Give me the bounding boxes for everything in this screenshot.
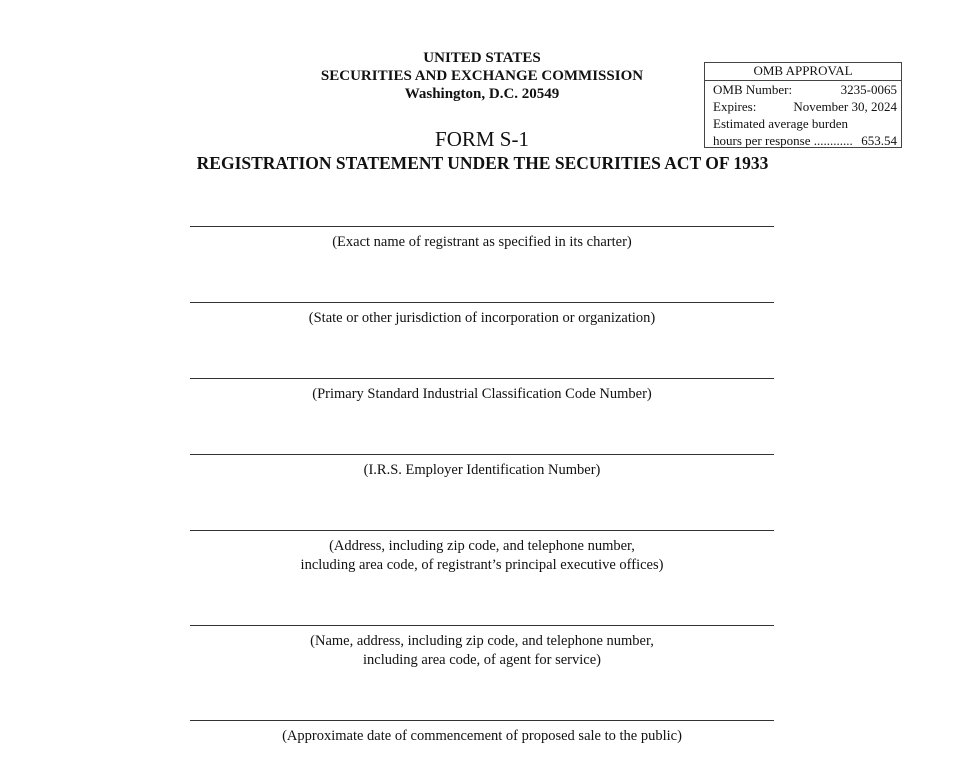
field-caption [190, 632, 774, 670]
omb-expires-value: November 30, 2024 [793, 99, 897, 114]
irs-ein-field[interactable] [190, 454, 774, 480]
caption-line: (Address, including zip code, and telephone number, [329, 538, 635, 554]
header-line-country: UNITED STATES [423, 50, 541, 66]
header-line-commission: SECURITIES AND EXCHANGE COMMISSION [320, 68, 644, 84]
agent-for-service-field[interactable] [190, 625, 774, 670]
signature-line [190, 226, 774, 227]
field-caption [190, 385, 774, 404]
signature-line [190, 454, 774, 455]
omb-approval-box [704, 62, 902, 148]
form-title: FORM S-1 [435, 127, 529, 151]
header-line-address: Washington, D.C. 20549 [404, 86, 560, 102]
registrant-name-field[interactable] [190, 226, 774, 252]
proposed-sale-date-field[interactable] [190, 720, 774, 746]
agency-header [262, 49, 702, 103]
field-caption [190, 537, 774, 575]
omb-burden-value: 653.54 [861, 133, 897, 148]
omb-burden-label-text: hours per response [713, 133, 811, 148]
signature-line [190, 625, 774, 626]
executive-offices-address-field[interactable] [190, 530, 774, 575]
omb-title: OMB APPROVAL [705, 63, 901, 81]
omb-expires-label: Expires: [713, 99, 757, 114]
caption-line: (I.R.S. Employer Identification Number) [363, 462, 601, 478]
omb-expires-row [705, 98, 901, 115]
signature-line [190, 378, 774, 379]
field-caption [190, 727, 774, 746]
omb-burden-row [705, 132, 901, 149]
omb-burden-label: hours per response ............ [713, 133, 853, 148]
field-caption [190, 233, 774, 252]
signature-line [190, 720, 774, 721]
caption-line: (State or other jurisdiction of incorporation or organization) [308, 310, 656, 326]
caption-line: (Name, address, including zip code, and telephone number, [310, 633, 654, 649]
field-caption [190, 309, 774, 328]
caption-line: (Primary Standard Industrial Classification Code Number) [312, 386, 652, 402]
omb-burden-line: Estimated average burden [713, 116, 848, 131]
jurisdiction-field[interactable] [190, 302, 774, 328]
caption-line: (Exact name of registrant as specified in its charter) [332, 234, 632, 250]
field-caption [190, 461, 774, 480]
omb-number-value: 3235-0065 [840, 82, 897, 97]
omb-number-row [705, 81, 901, 98]
caption-line: (Approximate date of commencement of proposed sale to the public) [282, 728, 682, 744]
caption-line: including area code, of agent for service) [363, 652, 601, 668]
signature-line [190, 530, 774, 531]
caption-line: including area code, of registrant’s principal executive offices) [300, 557, 664, 573]
registration-statement-title: REGISTRATION STATEMENT UNDER THE SECURITIES ACT OF 1933 [196, 153, 769, 173]
omb-number-label: OMB Number: [713, 82, 793, 97]
signature-line [190, 302, 774, 303]
sic-code-field[interactable] [190, 378, 774, 404]
